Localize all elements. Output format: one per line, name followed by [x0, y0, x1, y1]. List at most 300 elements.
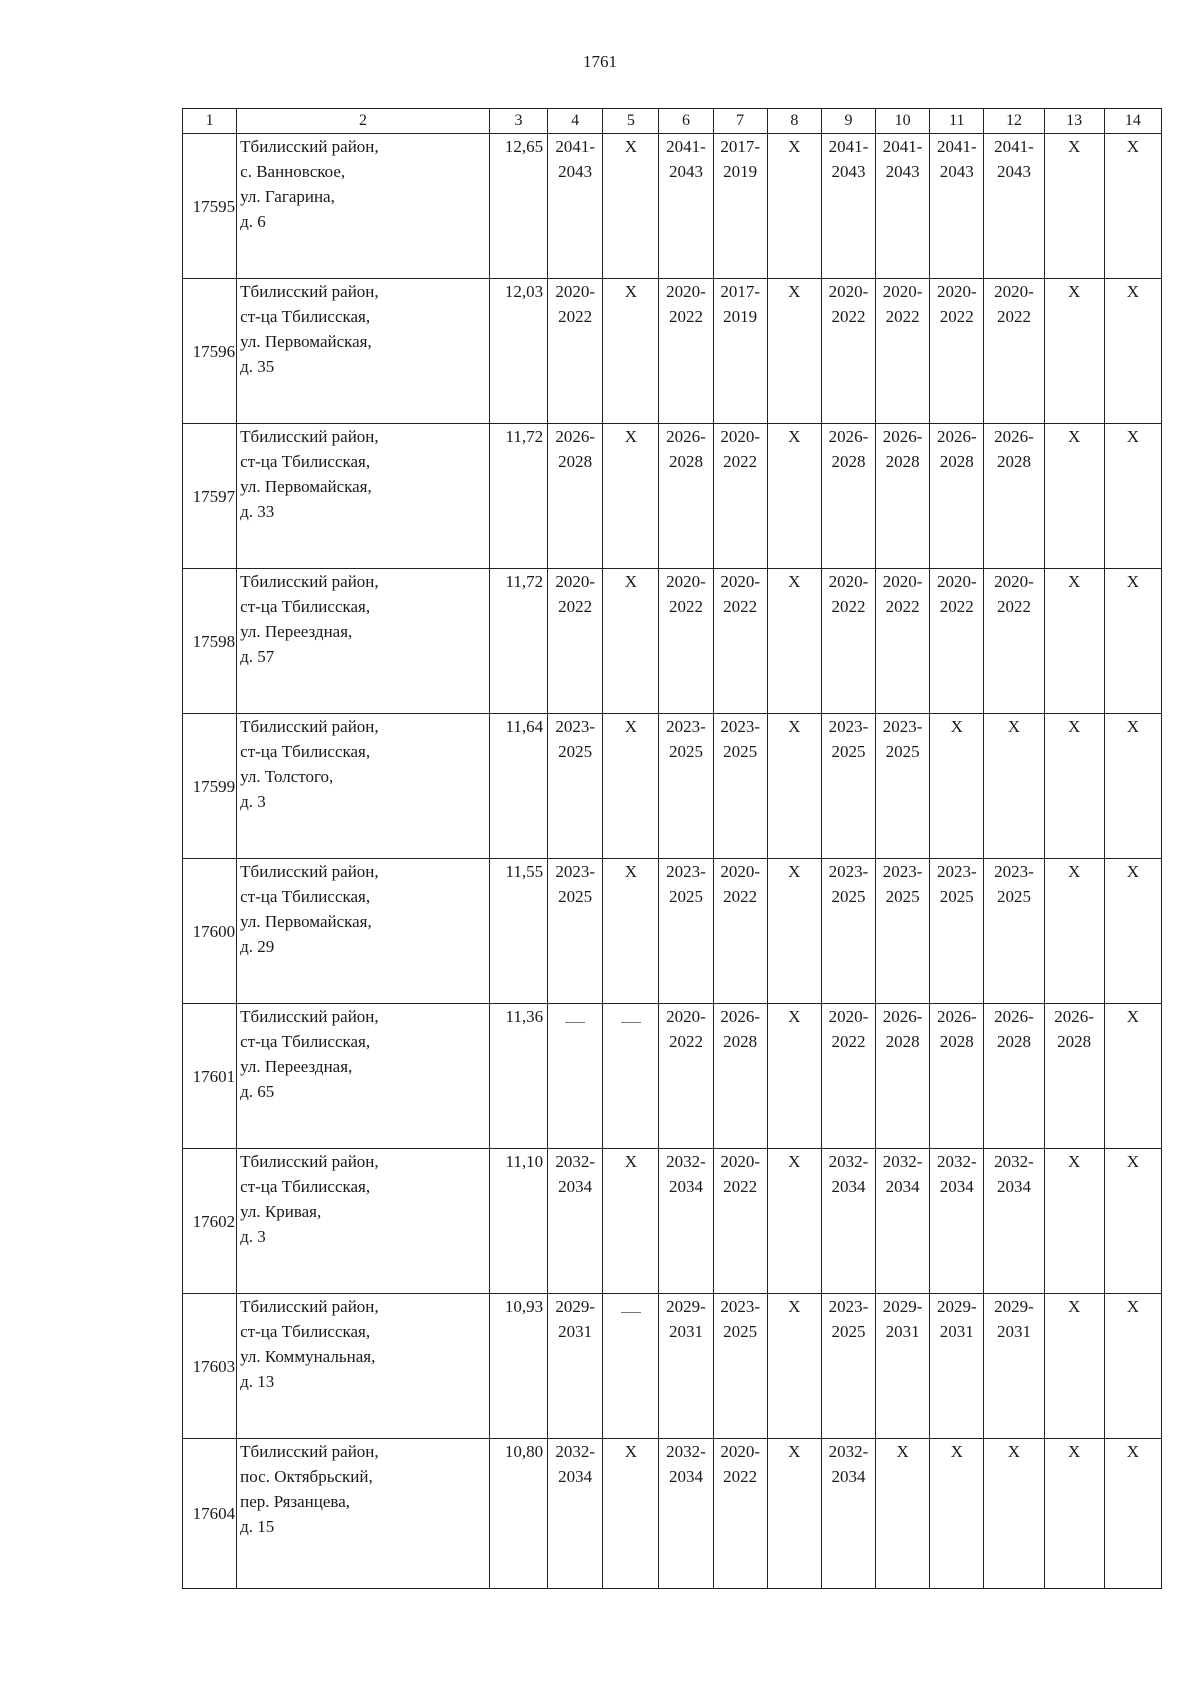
address-line: д. 33: [240, 502, 275, 521]
cell-col-5: [603, 1004, 659, 1149]
cell-value-line: 2020-: [828, 282, 869, 301]
cell-value-line: 2020-: [720, 1442, 760, 1461]
cell-col-8: [767, 134, 821, 279]
cell-value-line: 2031: [885, 1322, 920, 1341]
cell-value-line: 2032-: [882, 1152, 923, 1171]
cell-value-line: 2026-: [828, 427, 869, 446]
cell-value-line: X: [788, 282, 801, 301]
cell-value-line: 2023-: [666, 862, 706, 881]
cell-col-6: [659, 424, 713, 569]
cell-col-7: [713, 714, 767, 859]
address-line: д. 3: [240, 792, 266, 811]
cell-value-line: 2020-: [994, 282, 1034, 301]
cell-value-line: X: [1126, 427, 1139, 446]
cell-col-7: [713, 424, 767, 569]
cell-value-line: X: [1067, 1442, 1081, 1461]
row-id-cell: 17602: [183, 1149, 237, 1294]
cell-value-line: X: [1126, 282, 1139, 301]
cell-value-line: X: [788, 1297, 801, 1316]
cell-col-11: [930, 714, 984, 859]
table-row: [183, 569, 1162, 714]
cell-value-line: X: [624, 1152, 637, 1171]
cell-col-14: [1104, 1149, 1161, 1294]
cell-value-line: 2020-: [666, 572, 706, 591]
column-header-1: 1: [183, 109, 237, 134]
address-line: ул. Первомайская,: [240, 912, 372, 931]
cell-value-line: 2020-: [828, 1007, 869, 1026]
cell-value-line: 2034: [939, 1177, 974, 1196]
cell-value-line: 2023-: [555, 862, 595, 881]
cell-col-4: [548, 1004, 603, 1149]
cell-col-5: [603, 1294, 659, 1439]
column-header-10: 10: [876, 109, 930, 134]
cell-col-12: [984, 569, 1044, 714]
cell-col-7: [713, 859, 767, 1004]
cell-col-13: [1044, 1439, 1104, 1589]
address-line: пер. Рязанцева,: [240, 1492, 351, 1511]
cell-col-7: [713, 569, 767, 714]
cell-col-6: [659, 1439, 713, 1589]
address-line: Тбилисский район,: [240, 717, 379, 736]
cell-value-line: 2022: [723, 597, 758, 616]
cell-col-13: [1044, 1294, 1104, 1439]
cell-value-line: 2022: [669, 597, 703, 616]
cell-value-line: 2028: [939, 452, 974, 471]
cell-value-line: X: [624, 137, 637, 156]
cell-col-7: [713, 134, 767, 279]
cell-value-line: 2020-: [720, 1152, 760, 1171]
cell-col-9: [821, 1294, 875, 1439]
cell-col-4: [548, 1294, 603, 1439]
cell-col-8: [767, 1294, 821, 1439]
cell-col-8: [767, 279, 821, 424]
cell-value-line: X: [1126, 1007, 1139, 1026]
cell-value-line: X: [624, 862, 637, 881]
address-line: Тбилисский район,: [240, 572, 379, 591]
address-line: Тбилисский район,: [240, 427, 379, 446]
row-id-cell: 17595: [183, 134, 237, 279]
cell-col-4: [548, 859, 603, 1004]
cell-col-10: [876, 714, 930, 859]
cell-value-line: 2029-: [994, 1297, 1034, 1316]
cell-value-line: 2020-: [828, 572, 869, 591]
cell-col-13: [1044, 859, 1104, 1004]
cell-value-line: 2028: [939, 1032, 974, 1051]
address-line: с. Ванновское,: [240, 162, 346, 181]
cell-value-line: 2023-: [994, 862, 1034, 881]
address-line: д. 15: [240, 1517, 275, 1536]
cell-value-line: X: [950, 1442, 963, 1461]
address-line: ул. Переездная,: [240, 622, 353, 641]
cell-col-7: [713, 279, 767, 424]
cell-value-line: 2034: [996, 1177, 1031, 1196]
cell-col-8: [767, 569, 821, 714]
address-line: ул. Толстого,: [240, 767, 334, 786]
column-header-9: 9: [821, 109, 875, 134]
address-line: ст-ца Тбилисская,: [240, 452, 371, 471]
cell-value-line: 2022: [885, 597, 920, 616]
cell-col-10: [876, 1004, 930, 1149]
cell-col-6: [659, 134, 713, 279]
cell-col-4: [548, 569, 603, 714]
cell-value-line: 2023-: [720, 717, 760, 736]
cell-col-8: [767, 1004, 821, 1149]
area-cell: 10,93: [489, 1294, 547, 1439]
address-cell: [237, 1149, 490, 1294]
area-cell: 11,55: [489, 859, 547, 1004]
cell-value-line: X: [1007, 1442, 1021, 1461]
table-row: [183, 1439, 1162, 1589]
cell-value-line: 2043: [669, 162, 703, 181]
cell-value-line: 2026-: [936, 1007, 977, 1026]
cell-col-14: [1104, 424, 1161, 569]
cell-value-line: 2020-: [936, 572, 977, 591]
cell-value-line: 2022: [831, 597, 866, 616]
cell-col-12: [984, 424, 1044, 569]
column-header-12: 12: [984, 109, 1044, 134]
cell-value-line: X: [1067, 1297, 1081, 1316]
cell-value-line: 2032-: [666, 1442, 706, 1461]
row-id-cell: 17599: [183, 714, 237, 859]
cell-col-10: [876, 569, 930, 714]
cell-value-line: 2019: [723, 162, 758, 181]
address-line: ст-ца Тбилисская,: [240, 1322, 371, 1341]
cell-value-line: 2025: [885, 742, 920, 761]
address-line: ул. Первомайская,: [240, 477, 372, 496]
cell-value-line: 2041-: [666, 137, 706, 156]
cell-col-14: [1104, 1294, 1161, 1439]
cell-col-11: [930, 1294, 984, 1439]
cell-col-14: [1104, 569, 1161, 714]
address-line: ст-ца Тбилисская,: [240, 1177, 371, 1196]
cell-value-line: 2031: [996, 1322, 1031, 1341]
cell-value-line: X: [624, 717, 637, 736]
address-line: д. 13: [240, 1372, 275, 1391]
cell-col-12: [984, 1004, 1044, 1149]
cell-value-line: 2020-: [555, 572, 595, 591]
cell-col-6: [659, 279, 713, 424]
cell-col-5: [603, 1149, 659, 1294]
cell-col-9: [821, 134, 875, 279]
cell-value-line: 2031: [939, 1322, 974, 1341]
cell-col-10: [876, 279, 930, 424]
cell-value-line: 2026-: [666, 427, 706, 446]
cell-col-9: [821, 714, 875, 859]
cell-col-7: [713, 1149, 767, 1294]
table-row: [183, 859, 1162, 1004]
cell-value-line: X: [788, 862, 801, 881]
cell-value-line: 2031: [669, 1322, 703, 1341]
address-cell: [237, 714, 490, 859]
cell-col-12: [984, 279, 1044, 424]
address-line: ст-ца Тбилисская,: [240, 1032, 371, 1051]
dash-mark: [565, 1022, 585, 1023]
address-line: Тбилисский район,: [240, 1152, 379, 1171]
cell-value-line: X: [1126, 862, 1139, 881]
area-cell: 11,64: [489, 714, 547, 859]
address-line: ст-ца Тбилисская,: [240, 597, 371, 616]
cell-value-line: 2026-: [882, 427, 923, 446]
column-header-2: 2: [237, 109, 490, 134]
cell-value-line: 2020-: [936, 282, 977, 301]
address-cell: [237, 859, 490, 1004]
cell-value-line: 2041-: [994, 137, 1034, 156]
cell-value-line: X: [1067, 572, 1081, 591]
cell-value-line: 2032-: [936, 1152, 977, 1171]
row-id-cell: 17603: [183, 1294, 237, 1439]
cell-col-14: [1104, 279, 1161, 424]
cell-value-line: 2025: [885, 887, 920, 906]
cell-value-line: 2026-: [1054, 1007, 1094, 1026]
cell-col-12: [984, 714, 1044, 859]
column-header-13: 13: [1044, 109, 1104, 134]
address-line: ул. Коммунальная,: [240, 1347, 376, 1366]
cell-value-line: 2022: [558, 307, 593, 326]
cell-value-line: 2022: [831, 307, 866, 326]
cell-value-line: 2028: [831, 452, 866, 471]
cell-value-line: 2032-: [828, 1152, 869, 1171]
cell-value-line: X: [624, 1442, 637, 1461]
cell-value-line: 2028: [1057, 1032, 1092, 1051]
cell-value-line: 2025: [669, 887, 703, 906]
cell-value-line: 2028: [996, 452, 1031, 471]
cell-col-6: [659, 1004, 713, 1149]
cell-value-line: X: [1126, 1442, 1139, 1461]
cell-value-line: 2023-: [828, 1297, 869, 1316]
area-cell: 11,36: [489, 1004, 547, 1149]
cell-value-line: 2025: [939, 887, 974, 906]
cell-value-line: 2034: [669, 1467, 703, 1486]
address-line: ст-ца Тбилисская,: [240, 887, 371, 906]
page-number: 1761: [583, 52, 617, 71]
cell-value-line: X: [1126, 1152, 1139, 1171]
cell-value-line: 2028: [996, 1032, 1031, 1051]
address-line: д. 3: [240, 1227, 266, 1246]
cell-value-line: 2023-: [828, 717, 869, 736]
cell-col-10: [876, 1149, 930, 1294]
cell-value-line: 2043: [831, 162, 866, 181]
column-header-5: 5: [603, 109, 659, 134]
row-id-cell: 17601: [183, 1004, 237, 1149]
cell-col-4: [548, 424, 603, 569]
cell-value-line: 2043: [939, 162, 974, 181]
cell-value-line: 2041-: [936, 137, 977, 156]
cell-value-line: 2025: [831, 1322, 866, 1341]
cell-col-12: [984, 1149, 1044, 1294]
cell-value-line: 2023-: [828, 862, 869, 881]
cell-col-14: [1104, 1439, 1161, 1589]
cell-value-line: 2026-: [720, 1007, 760, 1026]
address-cell: [237, 1439, 490, 1589]
cell-value-line: 2023-: [666, 717, 706, 736]
cell-value-line: 2025: [723, 1322, 758, 1341]
cell-col-8: [767, 714, 821, 859]
cell-value-line: X: [1126, 137, 1139, 156]
area-cell: 11,72: [489, 424, 547, 569]
address-line: д. 6: [240, 212, 266, 231]
cell-value-line: X: [1067, 1152, 1081, 1171]
table-body: [183, 134, 1162, 1589]
cell-value-line: 2023-: [720, 1297, 760, 1316]
cell-value-line: 2032-: [555, 1152, 595, 1171]
cell-value-line: X: [788, 1152, 801, 1171]
address-line: ул. Кривая,: [240, 1202, 322, 1221]
cell-value-line: 2032-: [666, 1152, 706, 1171]
cell-value-line: 2034: [831, 1467, 866, 1486]
cell-col-11: [930, 279, 984, 424]
area-cell: 12,65: [489, 134, 547, 279]
cell-value-line: 2043: [558, 162, 593, 181]
table-row: [183, 714, 1162, 859]
cell-col-7: [713, 1004, 767, 1149]
address-line: Тбилисский район,: [240, 1442, 379, 1461]
cell-col-9: [821, 1149, 875, 1294]
cell-value-line: 2020-: [720, 572, 760, 591]
cell-col-10: [876, 424, 930, 569]
cell-value-line: X: [1067, 282, 1081, 301]
address-line: Тбилисский район,: [240, 137, 379, 156]
cell-value-line: 2028: [723, 1032, 758, 1051]
cell-col-5: [603, 1439, 659, 1589]
housing-register-table: [182, 108, 1162, 1589]
cell-value-line: X: [1067, 137, 1081, 156]
cell-value-line: 2020-: [994, 572, 1034, 591]
cell-value-line: 2034: [558, 1467, 593, 1486]
cell-value-line: X: [624, 427, 637, 446]
cell-value-line: X: [1126, 572, 1139, 591]
row-id-cell: 17604: [183, 1439, 237, 1589]
row-id-cell: 17598: [183, 569, 237, 714]
cell-col-5: [603, 279, 659, 424]
column-header-3: 3: [489, 109, 547, 134]
cell-col-7: [713, 1294, 767, 1439]
cell-value-line: 2023-: [882, 717, 923, 736]
cell-col-4: [548, 1149, 603, 1294]
cell-col-5: [603, 134, 659, 279]
cell-value-line: X: [624, 572, 637, 591]
cell-value-line: X: [788, 427, 801, 446]
cell-value-line: 2017-: [720, 282, 760, 301]
address-cell: [237, 279, 490, 424]
cell-col-10: [876, 134, 930, 279]
cell-value-line: 2029-: [882, 1297, 923, 1316]
cell-col-8: [767, 859, 821, 1004]
cell-col-6: [659, 1149, 713, 1294]
cell-value-line: 2034: [831, 1177, 866, 1196]
address-line: ул. Переездная,: [240, 1057, 353, 1076]
cell-col-4: [548, 134, 603, 279]
cell-col-7: [713, 1439, 767, 1589]
cell-value-line: 2022: [831, 1032, 866, 1051]
cell-col-13: [1044, 134, 1104, 279]
table-row: [183, 424, 1162, 569]
cell-value-line: 2020-: [720, 862, 760, 881]
cell-col-12: [984, 1439, 1044, 1589]
address-line: Тбилисский район,: [240, 1007, 379, 1026]
row-id-cell: 17597: [183, 424, 237, 569]
cell-col-13: [1044, 569, 1104, 714]
cell-value-line: 2020-: [882, 282, 923, 301]
cell-col-10: [876, 859, 930, 1004]
cell-value-line: 2041-: [882, 137, 923, 156]
cell-value-line: 2020-: [666, 282, 706, 301]
cell-value-line: 2022: [723, 1177, 758, 1196]
cell-col-13: [1044, 279, 1104, 424]
cell-col-11: [930, 134, 984, 279]
address-cell: [237, 1294, 490, 1439]
address-line: ст-ца Тбилисская,: [240, 742, 371, 761]
cell-value-line: 2022: [939, 307, 974, 326]
cell-col-14: [1104, 714, 1161, 859]
address-line: Тбилисский район,: [240, 862, 379, 881]
cell-value-line: 2023-: [936, 862, 977, 881]
cell-col-6: [659, 714, 713, 859]
cell-col-14: [1104, 134, 1161, 279]
address-cell: [237, 424, 490, 569]
cell-value-line: 2043: [885, 162, 920, 181]
cell-value-line: X: [896, 1442, 909, 1461]
table-row: [183, 1294, 1162, 1439]
cell-value-line: 2043: [996, 162, 1031, 181]
cell-value-line: 2019: [723, 307, 758, 326]
column-header-7: 7: [713, 109, 767, 134]
dash-mark: [621, 1312, 641, 1313]
cell-col-14: [1104, 1004, 1161, 1149]
cell-value-line: 2022: [939, 597, 974, 616]
cell-col-13: [1044, 1149, 1104, 1294]
cell-value-line: 2022: [996, 597, 1031, 616]
cell-value-line: 2032-: [555, 1442, 595, 1461]
cell-value-line: 2025: [558, 742, 593, 761]
cell-col-5: [603, 569, 659, 714]
table-row: [183, 134, 1162, 279]
table-row: [183, 1004, 1162, 1149]
cell-col-8: [767, 1149, 821, 1294]
address-line: Тбилисский район,: [240, 1297, 379, 1316]
cell-value-line: X: [1067, 862, 1081, 881]
cell-col-14: [1104, 859, 1161, 1004]
cell-value-line: 2028: [669, 452, 703, 471]
cell-value-line: 2020-: [720, 427, 760, 446]
address-line: д. 57: [240, 647, 275, 666]
address-line: ул. Гагарина,: [240, 187, 335, 206]
area-cell: 11,72: [489, 569, 547, 714]
cell-value-line: X: [788, 1442, 801, 1461]
cell-value-line: 2025: [831, 742, 866, 761]
cell-value-line: X: [624, 282, 637, 301]
cell-value-line: 2022: [723, 452, 758, 471]
header-row: [183, 109, 1162, 134]
cell-value-line: 2029-: [666, 1297, 706, 1316]
cell-value-line: 2031: [558, 1322, 593, 1341]
table-row: [183, 1149, 1162, 1294]
cell-value-line: 2025: [831, 887, 866, 906]
cell-col-11: [930, 1439, 984, 1589]
column-header-14: 14: [1104, 109, 1161, 134]
cell-value-line: 2025: [558, 887, 593, 906]
cell-value-line: 2032-: [994, 1152, 1034, 1171]
cell-value-line: X: [788, 137, 801, 156]
cell-col-9: [821, 1004, 875, 1149]
cell-col-6: [659, 859, 713, 1004]
column-header-4: 4: [548, 109, 603, 134]
cell-col-9: [821, 424, 875, 569]
cell-value-line: 2022: [723, 887, 758, 906]
row-id-cell: 17596: [183, 279, 237, 424]
cell-value-line: 2023-: [882, 862, 923, 881]
cell-col-5: [603, 424, 659, 569]
column-header-8: 8: [767, 109, 821, 134]
